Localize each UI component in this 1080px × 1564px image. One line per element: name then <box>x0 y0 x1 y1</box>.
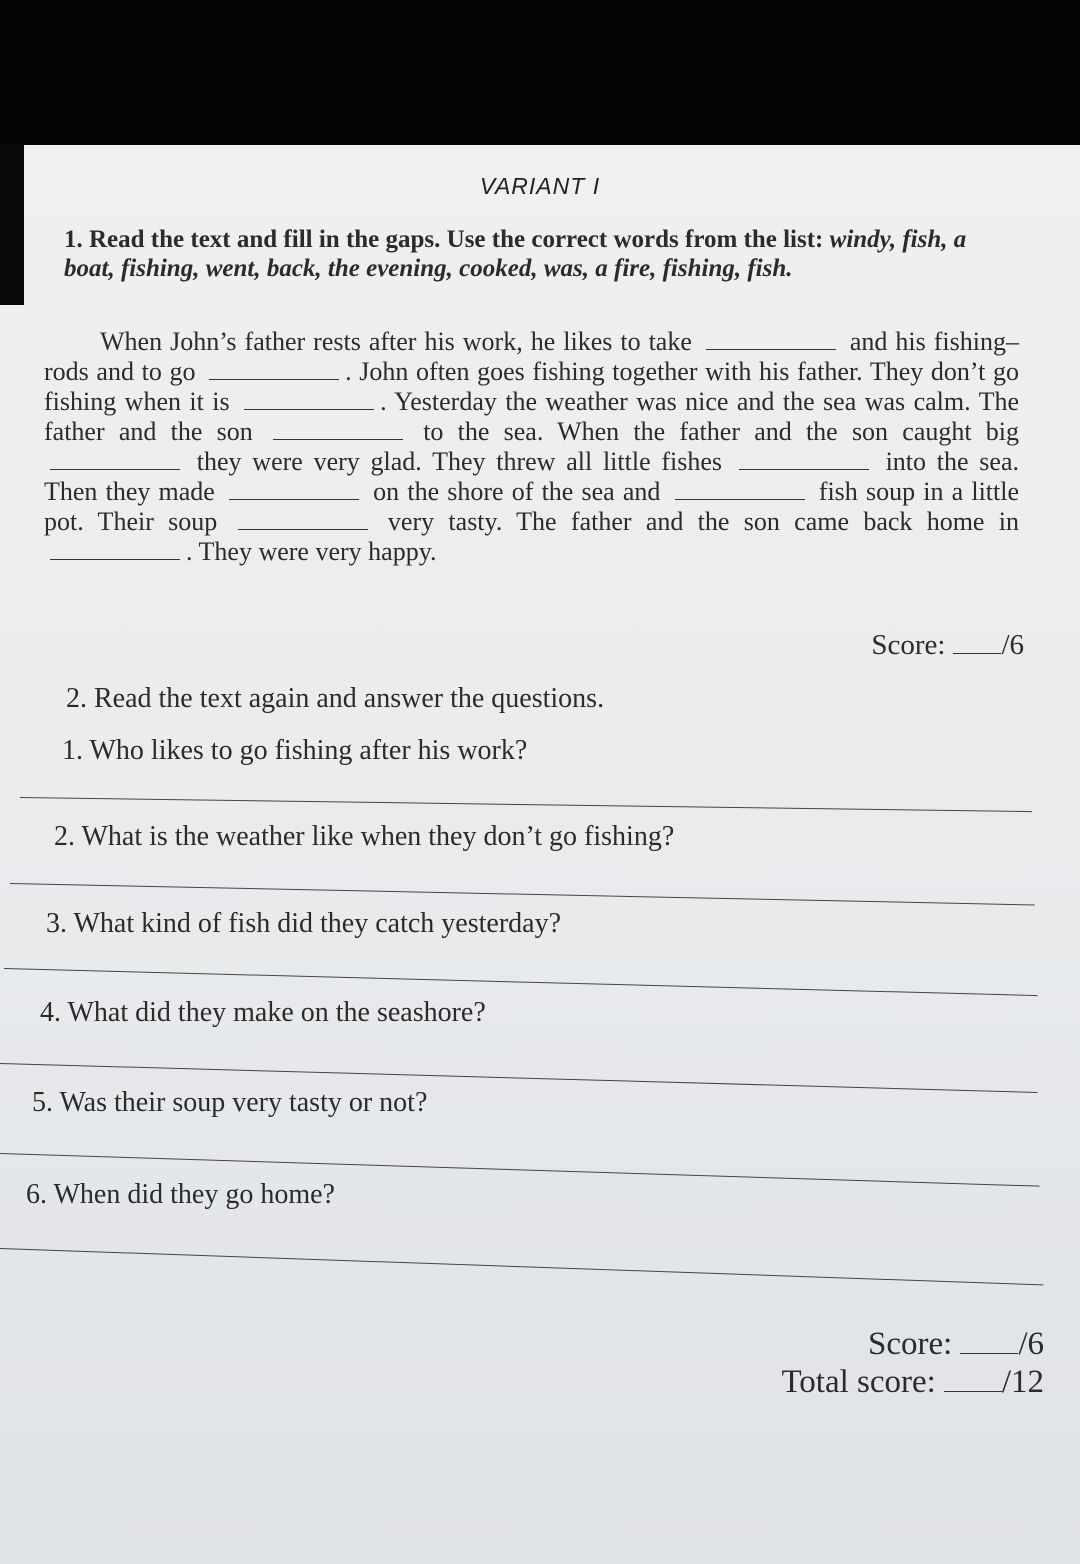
question-6: 6. When did they go home? <box>26 1179 335 1210</box>
score-slot[interactable] <box>953 653 1001 654</box>
answer-line-2[interactable] <box>10 883 1035 905</box>
gap-1[interactable] <box>706 348 836 350</box>
task1-instruction <box>64 225 1014 283</box>
story-text: into the sea. Then they made <box>44 447 1020 506</box>
story-text: on the shore of the sea and <box>373 477 661 506</box>
gap-2[interactable] <box>209 378 339 380</box>
task2-title: 2. Read the text again and answer the questions. <box>66 683 605 714</box>
story-text: they were very glad. They threw all little fishes <box>196 447 723 476</box>
task1-story <box>44 327 1019 567</box>
story-text: to the sea. When the father and the son caught big <box>423 417 1020 446</box>
answer-line-3[interactable] <box>4 968 1038 996</box>
total-score <box>781 1363 1044 1401</box>
task1-score <box>871 629 1024 662</box>
task1-number: 1. <box>64 226 83 253</box>
total-score-slot[interactable] <box>944 1391 1002 1392</box>
worksheet-page <box>0 145 1080 1564</box>
gap-10[interactable] <box>50 558 180 560</box>
total-score-label: Total score: <box>781 1364 936 1400</box>
task1-word-list: windy, fish, a boat, fishing, went, back, the evening, cooked, was, a fire, fishing, fish. <box>64 226 967 282</box>
gap-9[interactable] <box>238 528 368 530</box>
final-scores <box>781 1325 1044 1401</box>
gap-8[interactable] <box>675 498 805 500</box>
dark-background <box>0 0 1080 145</box>
story-text: . They were very happy. <box>186 537 437 566</box>
story-text: very tasty. The father and the son came back home in <box>387 507 1020 536</box>
score-max: /6 <box>1001 629 1024 661</box>
story-text: . Yesterday the weather was nice and the sea was calm. The father and the son <box>44 387 1019 446</box>
question-3: 3. What kind of fish did they catch yesterday? <box>46 908 561 939</box>
variant-heading: VARIANT I <box>479 173 601 199</box>
task2-score <box>781 1325 1044 1363</box>
gap-6[interactable] <box>739 468 869 470</box>
answer-line-6[interactable] <box>0 1248 1043 1285</box>
score-label: Score: <box>871 629 946 661</box>
story-text: fish soup in a little pot. Their soup <box>44 477 1019 536</box>
task1-instruction-text: Read the text and fill in the gaps. Use the correct words from the list: <box>89 226 824 253</box>
question-5: 5. Was their soup very tasty or not? <box>32 1087 428 1118</box>
story-text: When John’s father rests after his work, he likes to take <box>100 327 692 356</box>
score-slot[interactable] <box>960 1353 1018 1354</box>
story-text: and his fishing–rods and to go <box>44 327 1019 386</box>
score-label: Score: <box>868 1326 953 1362</box>
gap-3[interactable] <box>244 408 374 410</box>
story-text: . John often goes fishing together with his father. They don’t go fishing when it is <box>44 357 1019 416</box>
gap-5[interactable] <box>50 468 180 470</box>
gap-7[interactable] <box>229 498 359 500</box>
gap-4[interactable] <box>273 438 403 440</box>
paper-edge-shadow <box>0 145 24 305</box>
total-score-max: /12 <box>1001 1364 1044 1400</box>
score-max: /6 <box>1018 1326 1044 1362</box>
question-4: 4. What did they make on the seashore? <box>40 997 486 1028</box>
question-2: 2. What is the weather like when they don’t go fishing? <box>54 821 675 852</box>
question-1: 1. Who likes to go fishing after his work? <box>62 735 528 766</box>
answer-line-1[interactable] <box>20 797 1032 812</box>
